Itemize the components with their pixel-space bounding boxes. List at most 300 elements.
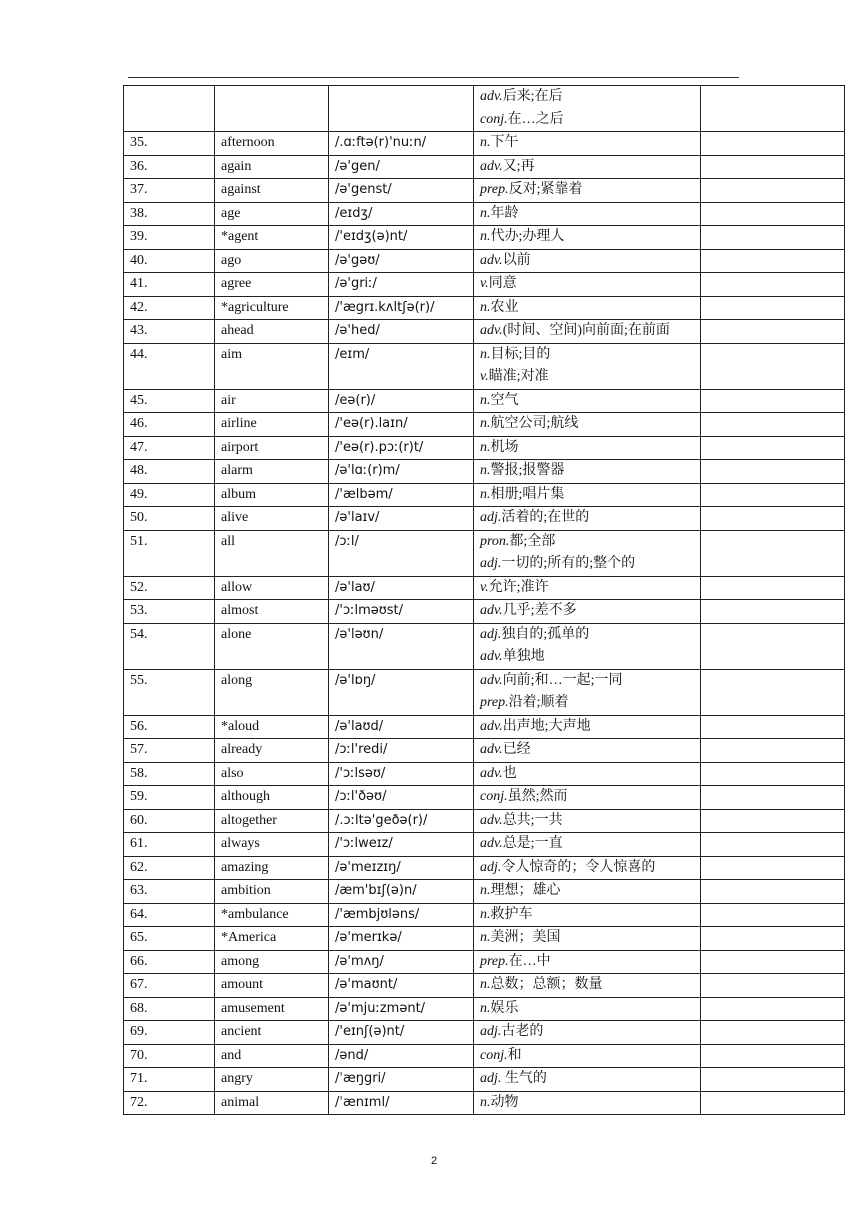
entry-number: 63. — [124, 880, 215, 904]
entry-number: 71. — [124, 1068, 215, 1092]
meaning-text: 反对;紧靠着 — [508, 182, 583, 197]
entry-number: 36. — [124, 155, 215, 179]
meaning-text: 又;再 — [502, 158, 535, 174]
meaning-text: 动物 — [490, 1094, 519, 1110]
part-of-speech: prep. — [480, 953, 509, 969]
entry-meanings — [474, 786, 701, 810]
entry-number: 55. — [124, 669, 215, 715]
meaning-line — [480, 1021, 694, 1044]
entry-phonetic: /.ɑːftə(r)'nuːn/ — [329, 132, 474, 156]
meaning-text: 在…之后 — [507, 111, 564, 127]
entry-word: *agriculture — [215, 296, 329, 320]
meaning-text: 总数；总额；数量 — [490, 977, 603, 992]
table-row — [124, 856, 845, 880]
table-row — [124, 600, 845, 624]
entry-notes — [701, 997, 845, 1021]
table-row — [124, 155, 845, 179]
entry-phonetic: /ə'merɪkə/ — [329, 927, 474, 951]
entry-meanings — [474, 669, 701, 715]
table-row — [124, 460, 845, 484]
part-of-speech: adv. — [480, 718, 503, 734]
meaning-line — [480, 297, 694, 320]
meaning-line — [480, 646, 694, 669]
entry-notes — [701, 927, 845, 951]
meaning-text: 古老的 — [501, 1024, 544, 1039]
meaning-text: 美洲；美国 — [490, 930, 561, 945]
meaning-line — [480, 880, 694, 903]
entry-word: *aloud — [215, 715, 329, 739]
meaning-line — [480, 437, 694, 460]
table-row — [124, 1068, 845, 1092]
entry-phonetic: /eɪdʒ/ — [329, 202, 474, 226]
entry-phonetic: /ə'laʊ/ — [329, 576, 474, 600]
entry-word: all — [215, 530, 329, 576]
table-row — [124, 762, 845, 786]
meaning-text: 代办;办理人 — [490, 229, 565, 244]
entry-notes — [701, 132, 845, 156]
entry-word: alive — [215, 507, 329, 531]
entry-word: airline — [215, 413, 329, 437]
table-row — [124, 320, 845, 344]
part-of-speech: conj. — [480, 1047, 508, 1063]
entry-number: 72. — [124, 1091, 215, 1115]
entry-meanings — [474, 86, 701, 132]
meaning-line — [480, 226, 694, 249]
part-of-speech: n. — [480, 486, 491, 502]
entry-number: 65. — [124, 927, 215, 951]
entry-number: 57. — [124, 739, 215, 763]
meaning-line — [480, 86, 694, 109]
entry-notes — [701, 623, 845, 669]
meaning-text: 后来;在后 — [502, 89, 563, 104]
meaning-line — [480, 484, 694, 507]
table-row — [124, 249, 845, 273]
meaning-line — [480, 810, 694, 833]
entry-number: 44. — [124, 343, 215, 389]
entry-meanings — [474, 833, 701, 857]
entry-notes — [701, 1068, 845, 1092]
entry-notes — [701, 155, 845, 179]
table-row — [124, 1021, 845, 1045]
entry-notes — [701, 762, 845, 786]
table-row — [124, 226, 845, 250]
part-of-speech: conj. — [480, 789, 508, 804]
entry-word: amount — [215, 974, 329, 998]
part-of-speech: pron. — [480, 533, 510, 549]
entry-number: 56. — [124, 715, 215, 739]
entry-meanings — [474, 903, 701, 927]
part-of-speech: v. — [480, 369, 489, 384]
entry-phonetic: /ə'mjuːzmənt/ — [329, 997, 474, 1021]
table-row — [124, 786, 845, 810]
part-of-speech: adj. — [480, 556, 502, 571]
entry-notes — [701, 273, 845, 297]
part-of-speech: adj. — [480, 1071, 502, 1086]
entry-number: 43. — [124, 320, 215, 344]
entry-phonetic: /ə'meɪzɪŋ/ — [329, 856, 474, 880]
meaning-line — [480, 179, 694, 202]
part-of-speech: adv. — [480, 812, 503, 828]
meaning-line — [480, 974, 694, 997]
table-row — [124, 132, 845, 156]
meaning-text: 总是;一直 — [502, 836, 563, 851]
entry-notes — [701, 460, 845, 484]
entry-word: although — [215, 786, 329, 810]
entry-word: altogether — [215, 809, 329, 833]
table-row — [124, 483, 845, 507]
table-row — [124, 296, 845, 320]
table-row — [124, 809, 845, 833]
entry-meanings — [474, 927, 701, 951]
entry-number: 58. — [124, 762, 215, 786]
part-of-speech: adv. — [480, 158, 503, 174]
entry-notes — [701, 507, 845, 531]
entry-meanings — [474, 997, 701, 1021]
entry-phonetic: /'ɔːlweɪz/ — [329, 833, 474, 857]
entry-word: along — [215, 669, 329, 715]
meaning-line — [480, 857, 694, 880]
entry-number: 40. — [124, 249, 215, 273]
part-of-speech: adv. — [480, 649, 503, 664]
meaning-text: 在…中 — [508, 953, 551, 969]
entry-word: aim — [215, 343, 329, 389]
entry-notes — [701, 1044, 845, 1068]
entry-meanings — [474, 1021, 701, 1045]
meaning-line — [480, 1092, 694, 1115]
entry-notes — [701, 86, 845, 132]
part-of-speech: n. — [480, 906, 491, 922]
meaning-line — [480, 344, 694, 367]
meaning-line — [480, 553, 694, 576]
part-of-speech: adj. — [480, 510, 502, 525]
part-of-speech: adj. — [480, 859, 502, 875]
entry-word: album — [215, 483, 329, 507]
entry-phonetic — [329, 86, 474, 132]
entry-number: 67. — [124, 974, 215, 998]
entry-word: almost — [215, 600, 329, 624]
part-of-speech: adv. — [480, 323, 503, 338]
part-of-speech: n. — [480, 977, 491, 992]
entry-meanings — [474, 1091, 701, 1115]
entry-word: angry — [215, 1068, 329, 1092]
entry-meanings — [474, 320, 701, 344]
table-row — [124, 507, 845, 531]
entry-meanings — [474, 296, 701, 320]
entry-meanings — [474, 762, 701, 786]
meaning-line — [480, 998, 694, 1021]
part-of-speech: n. — [480, 205, 491, 221]
entry-phonetic: /ə'hed/ — [329, 320, 474, 344]
entry-word: alarm — [215, 460, 329, 484]
entry-phonetic: /'eə(r).laɪn/ — [329, 413, 474, 437]
meaning-line — [480, 624, 694, 647]
meaning-text: 一切的;所有的;整个的 — [501, 556, 636, 571]
table-row — [124, 179, 845, 203]
entry-meanings — [474, 507, 701, 531]
entry-word: also — [215, 762, 329, 786]
part-of-speech: n. — [480, 930, 491, 945]
entry-notes — [701, 715, 845, 739]
part-of-speech: n. — [480, 439, 491, 455]
entry-number — [124, 86, 215, 132]
entry-word: amusement — [215, 997, 329, 1021]
entry-number: 37. — [124, 179, 215, 203]
entry-number: 39. — [124, 226, 215, 250]
entry-word: *America — [215, 927, 329, 951]
entry-meanings — [474, 600, 701, 624]
entry-number: 50. — [124, 507, 215, 531]
table-row — [124, 436, 845, 460]
meaning-text: 机场 — [490, 439, 519, 455]
part-of-speech: n. — [480, 1094, 491, 1110]
entry-number: 70. — [124, 1044, 215, 1068]
entry-number: 60. — [124, 809, 215, 833]
meaning-text: (时间、空间)向前面;在前面 — [502, 323, 670, 338]
part-of-speech: adv. — [480, 89, 503, 104]
entry-word: ambition — [215, 880, 329, 904]
entry-number: 64. — [124, 903, 215, 927]
entry-phonetic: /ə'ləʊn/ — [329, 623, 474, 669]
entry-word: again — [215, 155, 329, 179]
header-rule — [128, 77, 739, 78]
meaning-text: 单独地 — [502, 649, 545, 664]
entry-word — [215, 86, 329, 132]
meaning-text: 农业 — [490, 299, 519, 315]
meaning-text: 虽然;然而 — [507, 789, 568, 804]
meaning-text: 航空公司;航线 — [490, 416, 579, 431]
entry-number: 42. — [124, 296, 215, 320]
meaning-line — [480, 320, 694, 343]
entry-meanings — [474, 226, 701, 250]
entry-number: 49. — [124, 483, 215, 507]
meaning-text: 出声地;大声地 — [502, 718, 591, 734]
entry-word: ago — [215, 249, 329, 273]
entry-word: *ambulance — [215, 903, 329, 927]
meaning-line — [480, 600, 694, 623]
table-row — [124, 715, 845, 739]
entry-phonetic: /'eɪnʃ(ə)nt/ — [329, 1021, 474, 1045]
meaning-text: 年龄 — [490, 205, 519, 221]
part-of-speech: v. — [480, 276, 489, 291]
entry-phonetic: /ə'laʊd/ — [329, 715, 474, 739]
part-of-speech: adv. — [480, 836, 503, 851]
entry-phonetic: /ə'laɪv/ — [329, 507, 474, 531]
entry-phonetic: /ə'lɒŋ/ — [329, 669, 474, 715]
part-of-speech: conj. — [480, 111, 508, 127]
entry-notes — [701, 576, 845, 600]
entry-notes — [701, 296, 845, 320]
part-of-speech: adv. — [480, 742, 503, 757]
entry-phonetic: /'ælbəm/ — [329, 483, 474, 507]
meaning-line — [480, 366, 694, 389]
meaning-line — [480, 156, 694, 179]
part-of-speech: adv. — [480, 765, 503, 781]
meaning-text: 以前 — [502, 252, 531, 268]
entry-phonetic: /ə'gəʊ/ — [329, 249, 474, 273]
entry-number: 45. — [124, 389, 215, 413]
entry-notes — [701, 974, 845, 998]
entry-meanings — [474, 436, 701, 460]
meaning-text: 空气 — [490, 392, 519, 408]
table-row — [124, 880, 845, 904]
entry-meanings — [474, 715, 701, 739]
entry-notes — [701, 903, 845, 927]
meaning-line — [480, 1045, 694, 1068]
table-row — [124, 974, 845, 998]
entry-phonetic: /'eɪdʒ(ə)nt/ — [329, 226, 474, 250]
entry-number: 59. — [124, 786, 215, 810]
entry-meanings — [474, 460, 701, 484]
entry-word: ancient — [215, 1021, 329, 1045]
entry-number: 47. — [124, 436, 215, 460]
meaning-line — [480, 132, 694, 155]
entry-meanings — [474, 950, 701, 974]
meaning-text: 向前;和…一起;一同 — [502, 672, 623, 688]
meaning-line — [480, 833, 694, 856]
entry-number: 53. — [124, 600, 215, 624]
entry-meanings — [474, 1044, 701, 1068]
entry-phonetic: /eɪm/ — [329, 343, 474, 389]
entry-word: air — [215, 389, 329, 413]
entry-meanings — [474, 880, 701, 904]
part-of-speech: n. — [480, 346, 491, 362]
meaning-line — [480, 927, 694, 950]
meaning-line — [480, 786, 694, 809]
entry-meanings — [474, 132, 701, 156]
entry-notes — [701, 389, 845, 413]
entry-meanings — [474, 413, 701, 437]
meaning-text: 救护车 — [490, 906, 533, 922]
part-of-speech: adv. — [480, 672, 503, 688]
meaning-line — [480, 273, 694, 296]
entry-meanings — [474, 202, 701, 226]
entry-notes — [701, 226, 845, 250]
meaning-line — [480, 109, 694, 132]
entry-notes — [701, 856, 845, 880]
entry-phonetic: /'æmbjʊləns/ — [329, 903, 474, 927]
entry-meanings — [474, 576, 701, 600]
entry-notes — [701, 1021, 845, 1045]
entry-number: 38. — [124, 202, 215, 226]
vocabulary-table — [123, 85, 845, 1115]
entry-number: 52. — [124, 576, 215, 600]
part-of-speech: prep. — [480, 695, 509, 710]
entry-phonetic: /ˈæŋgri/ — [329, 1068, 474, 1092]
meaning-line — [480, 390, 694, 413]
table-row — [124, 997, 845, 1021]
table-row — [124, 273, 845, 297]
meaning-line — [480, 460, 694, 483]
meaning-text: 理想；雄心 — [490, 883, 561, 898]
entry-phonetic: /'ægrɪ.kʌltʃə(r)/ — [329, 296, 474, 320]
meaning-text: 独自的;孤单的 — [501, 626, 590, 642]
part-of-speech: adj. — [480, 626, 502, 642]
meaning-line — [480, 670, 694, 693]
part-of-speech: n. — [480, 135, 491, 150]
entry-phonetic: /æm'bɪʃ(ə)n/ — [329, 880, 474, 904]
entry-word: animal — [215, 1091, 329, 1115]
entry-notes — [701, 530, 845, 576]
meaning-line — [480, 739, 694, 762]
table-row — [124, 833, 845, 857]
entry-phonetic: /'ɔːlməʊst/ — [329, 600, 474, 624]
entry-word: amazing — [215, 856, 329, 880]
entry-word: and — [215, 1044, 329, 1068]
meaning-text: 几乎;差不多 — [502, 603, 577, 618]
entry-phonetic: /ə'genst/ — [329, 179, 474, 203]
entry-number: 68. — [124, 997, 215, 1021]
entry-phonetic: /ə'maʊnt/ — [329, 974, 474, 998]
entry-notes — [701, 669, 845, 715]
meaning-text: 总共;一共 — [502, 812, 563, 828]
entry-number: 69. — [124, 1021, 215, 1045]
entry-word: afternoon — [215, 132, 329, 156]
meaning-line — [480, 250, 694, 273]
entry-meanings — [474, 530, 701, 576]
meaning-line — [480, 904, 694, 927]
entry-word: airport — [215, 436, 329, 460]
part-of-speech: n. — [480, 229, 491, 244]
meaning-text: 下午 — [490, 135, 519, 150]
entry-notes — [701, 179, 845, 203]
table-row — [124, 530, 845, 576]
entry-phonetic: /ɔːl'redi/ — [329, 739, 474, 763]
meaning-text: 目标;目的 — [490, 346, 551, 362]
part-of-speech: adv. — [480, 603, 503, 618]
meaning-text: 瞄准;对准 — [488, 369, 549, 384]
entry-notes — [701, 413, 845, 437]
entry-number: 54. — [124, 623, 215, 669]
entry-phonetic: /ɔːl'ðəʊ/ — [329, 786, 474, 810]
table-row — [124, 623, 845, 669]
entry-meanings — [474, 343, 701, 389]
meaning-line — [480, 531, 694, 554]
entry-phonetic: /ə'lɑː(r)m/ — [329, 460, 474, 484]
entry-word: agree — [215, 273, 329, 297]
entry-word: allow — [215, 576, 329, 600]
meaning-text: 允许;准许 — [488, 579, 549, 595]
entry-notes — [701, 202, 845, 226]
entry-meanings — [474, 809, 701, 833]
entry-notes — [701, 483, 845, 507]
entry-meanings — [474, 739, 701, 763]
part-of-speech: n. — [480, 883, 491, 898]
entry-phonetic: /'eə(r).pɔː(r)t/ — [329, 436, 474, 460]
meaning-line — [480, 507, 694, 530]
entry-number: 66. — [124, 950, 215, 974]
entry-number: 46. — [124, 413, 215, 437]
entry-notes — [701, 786, 845, 810]
entry-notes — [701, 809, 845, 833]
meaning-text: 相册;唱片集 — [490, 486, 565, 502]
entry-notes — [701, 320, 845, 344]
vocabulary-table-body — [124, 86, 845, 1115]
entry-number: 61. — [124, 833, 215, 857]
table-row — [124, 903, 845, 927]
meaning-text: 警报;报警器 — [490, 463, 565, 478]
entry-phonetic: /ɔːl/ — [329, 530, 474, 576]
meaning-line — [480, 203, 694, 226]
entry-word: ahead — [215, 320, 329, 344]
part-of-speech: prep. — [480, 182, 509, 197]
entry-phonetic: /ˈænɪml/ — [329, 1091, 474, 1115]
meaning-line — [480, 951, 694, 974]
entry-notes — [701, 436, 845, 460]
meaning-text: 沿着;顺着 — [508, 695, 569, 710]
entry-phonetic: /eə(r)/ — [329, 389, 474, 413]
meaning-text: 都;全部 — [509, 533, 556, 549]
entry-meanings — [474, 1068, 701, 1092]
